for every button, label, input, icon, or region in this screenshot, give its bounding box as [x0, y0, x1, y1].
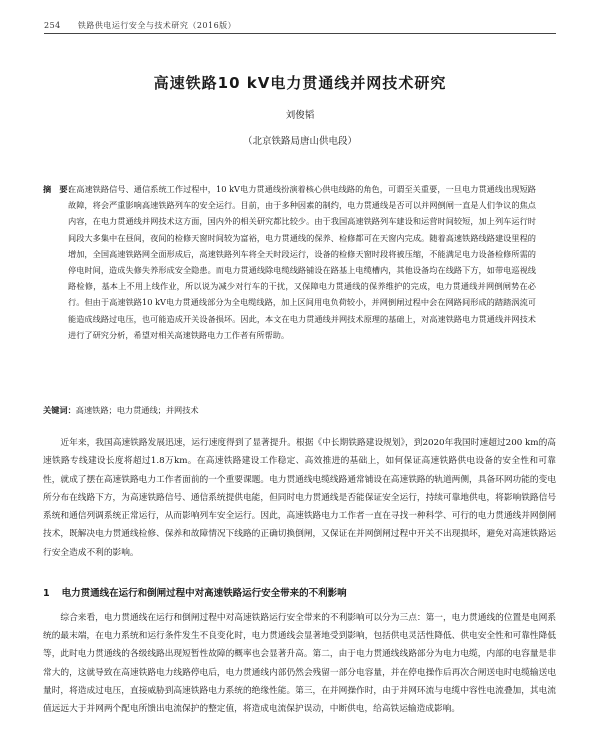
- journal-name: 铁路供电运行安全与技术研究（2016版）: [77, 21, 237, 30]
- section-paragraph: 综合来看，电力贯通线在运行和倒闸过程中对高速铁路运行安全带来的不利影响可以分为三点：第一，电力贯通线的位置是电网系统的最末端，在电力系统和运行条件发生不良变化时，电力贯通线会显著地受到影响，包括供电灵活性降低、供电安全性和可靠性降低等，此时电力贯通线的各级线路出现短暂性故障的概率也会显著升高。第二，由于电力贯通线线路部分为电力电缆，内部的电容量是非常大的，这就导致在高速铁路电力线路停电后，电力贯通线内部仍然会残留一部分电容量，并在停电操作后再次合闸送电时电缆输送电量时，将造成过电压，直接威胁到高速铁路电力系统的绝缘性能。第三，在并网操作时，由于并网环流与电缆中容性电流叠加，其电流值远远大于并网两个配电所馈出电流保护的整定值，将造成电流保护误动，中断供电，给高铁运输造成影响。: [43, 613, 556, 715]
- article-title: 高速铁路10 kV电力贯通线并网技术研究: [153, 74, 447, 92]
- keywords-text: 高速铁路；电力贯通线；并网技术: [75, 405, 199, 415]
- section-title: 电力贯通线在运行和倒闸过程中对高速铁路运行安全带来的不利影响: [61, 588, 347, 599]
- section-number: 1: [43, 588, 50, 599]
- abstract: [43, 181, 536, 343]
- running-header: [44, 20, 556, 31]
- page-number: 254: [44, 21, 61, 30]
- author-name: 刘俊韬: [285, 110, 315, 121]
- section-body: [43, 609, 556, 718]
- header-rule: [44, 33, 556, 34]
- section-heading: [43, 585, 556, 599]
- abstract-label: 摘 要：: [43, 184, 76, 194]
- keywords: [43, 403, 536, 417]
- introduction: [43, 434, 556, 562]
- keywords-label: 关键词：: [43, 405, 76, 415]
- author-affiliation: （北京铁路局唐山供电段）: [242, 136, 357, 147]
- intro-paragraph: 近年来，我国高速铁路发展迅速，运行速度得到了显著提升。根据《中长期铁路建设规划》，到2020年我国时速超过200 km的高速铁路专线建设长度将超过1.8万km。在高速铁路建设工作稳定、高效推进的基础上，如何保证高速铁路供电设备的安全性和可靠性，就成了摆在高速铁路电力工作者面前的一个重要课题。电力贯通线电缆线路通常铺设在高速铁路的轨道两侧，具备环网功能的变电所分布在线路下方，为高速铁路信号、通信系统提供电能，但同时电力贯通线是否能保证安全运行，持续可靠地供电，将影响铁路信号系统和通信列调系统正常运行，从而影响列车安全运行。因此，高速铁路电力工作者一直在寻找一种科学、可行的电力贯通线并网倒闸技术，既解决电力贯通线检修、保养和故障情况下线路的正确切换倒闸，又保证在并网倒闸过程中开关不出现损坏，避免对高速铁路运行安全造成不利的影响。: [43, 438, 556, 558]
- abstract-text: 在高速铁路信号、通信系统工作过程中，10 kV电力贯通线扮演着核心供电线路的角色，可谓至关重要，一旦电力贯通线出现短路故障，将会严重影响高速铁路列车的安全运行。目前，由于多种因素的制约，电力贯通线是否可以并网倒闸一直是人们争议的焦点内容，在电力贯通线并网技术这方面，国内外的相关研究都比较少。由于我国高速铁路列车建设和运营时间较短，加上列车运行时间段大多集中在昼间，夜间的检修天窗时间较为富裕，电力贯通线的保养、检修都可在天窗内完成。随着高速铁路线路建设里程的增加，全国高速铁路网全面形成后，高速铁路列车将全天时段运行，设备的检修天窗时段将被压缩，不能满足电力设备检修所需的停电时间，造成失修失养形成安全隐患。而电力贯通线除电缆线路铺设在路基上电缆槽内，其他设备均在线路下方，如带电巡视线路检修，基本上不用上线作业，所以说为减少对行车的干扰，又保障电力贯通线的保养维护的完成，电力贯通线并网倒闸势在必行。但由于高速铁路10 kV电力贯通线部分为全电缆线路，加上区间用电负荷较小，并网倒闸过程中会在网路间形成的踏踏涡流可能造成线路过电压，也可能造成开关设备损坏。因此，本文在电力贯通线并网技术原理的基础上，对高速铁路电力贯通线并网技术进行了研究分析，希望对相关高速铁路电力工作者有所帮助。: [68, 184, 536, 340]
